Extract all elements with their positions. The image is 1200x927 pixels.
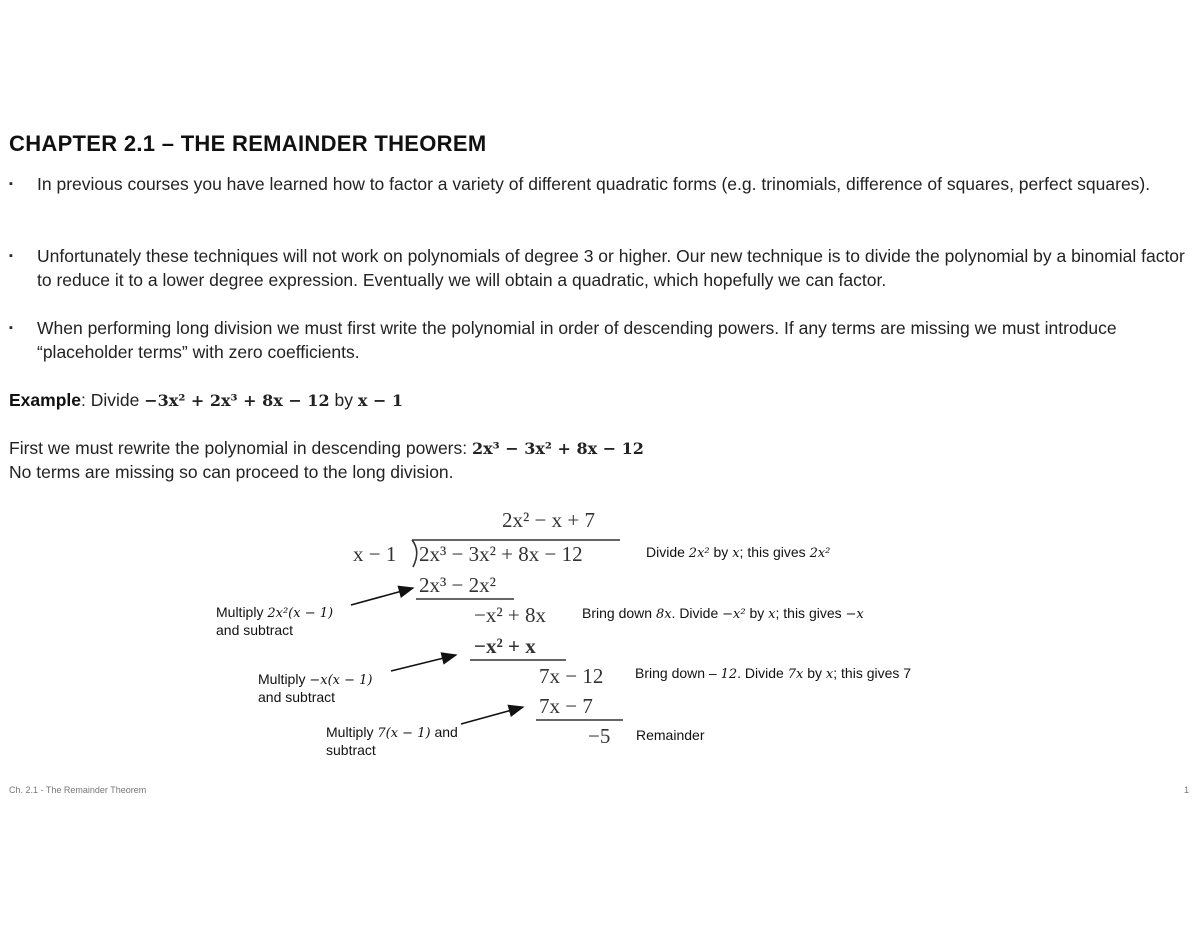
ld-quotient: 2x² − x + 7 [502,508,595,532]
bullet-marker: ▪ [9,322,13,334]
rewrite-text: First we must rewrite the polynomial in descending powers: [9,438,468,458]
arrow-icon [461,707,523,724]
rewrite-expression: 2x³ − 3x² + 8x − 12 [472,439,644,458]
ld-step-bring-down-1: −x² + 8x [474,603,546,627]
annotation-math: 8x [655,607,672,622]
example-divide-text: Divide [90,390,140,410]
annotation-text: . Divide [737,665,784,681]
annotation-math: −x(x − 1) [309,673,373,688]
ld-step-subtract-3: 7x − 7 [539,694,593,718]
annotation-text: ; this gives 7 [833,665,912,681]
bullet-text: In previous courses you have learned how to factor a variety of different quadratic forms (e.g. trinomials, difference of squares, perfect squares). [37,174,1151,194]
arrow-icon [351,588,413,605]
annotation-text: Multiply [216,604,264,620]
annotation-text: and [434,724,458,740]
annotation-math: 2x² [809,546,831,561]
annotation-text: and subtract [258,689,336,705]
annotation-text: Multiply [258,671,306,687]
annotation-text: by [749,605,765,621]
annotation-text: subtract [326,742,376,758]
bullet-marker: ▪ [9,178,13,190]
ld-dividend: 2x³ − 3x² + 8x − 12 [419,542,583,566]
footer-chapter: Ch. 2.1 - The Remainder Theorem [9,785,147,795]
bullet-marker: ▪ [9,250,13,262]
division-bracket [412,540,417,567]
annotation-text: Divide [646,544,685,560]
annotation-math: 2x² [688,546,710,561]
annotation-math: 2x²(x − 1) [267,606,334,621]
annotation-text: Bring down [582,605,653,621]
annotation-text: and subtract [216,622,294,638]
annotation-math: x [825,667,834,682]
annotation-text: by [807,665,823,681]
bullet-text: Unfortunately these techniques will not work on polynomials of degree 3 or higher. Our new technique is to divide the polynomial by a binomial factor to reduce it to a lower degree expression. Eventually we will obtain a quadratic, which hopefully we can factor. [37,246,1185,290]
annotation-remainder: Remainder [636,727,705,743]
annotation-multiply-3 [326,724,458,759]
annotation-math: 7x [787,667,804,682]
annotation-math: −x² [722,607,746,622]
page-title: CHAPTER 2.1 – THE REMAINDER THEOREM [9,131,487,156]
example-colon: : [80,390,86,410]
ld-step-subtract-2: −x² + x [474,634,536,658]
no-missing-text: No terms are missing so can proceed to the long division. [9,462,454,482]
ld-step-bring-down-2: 7x − 12 [539,664,604,688]
annotation-math: x [732,546,740,561]
annotation-bring-down-1 [582,605,864,623]
example-expression: −3x² + 2x³ + 8x − 12 [144,391,330,410]
annotation-multiply-1 [216,604,333,639]
ld-divisor: x − 1 [353,542,397,566]
example-divisor: x − 1 [357,391,404,410]
annotation-math: −x [845,607,864,622]
annotation-text: ; this gives [775,605,842,621]
ld-step-subtract-1: 2x³ − 2x² [419,573,496,597]
annotation-text: ; this gives [739,544,806,560]
example-by-text: by [334,390,353,410]
annotation-bring-down-2 [635,665,911,683]
annotation-math: 12 [720,667,738,682]
annotation-text: Multiply [326,724,374,740]
example-label: Example [9,390,81,410]
annotation-text: by [713,544,729,560]
bullet-text: When performing long division we must first write the polynomial in order of descending powers. If any terms are missing we must introduce “placeholder terms” with zero coefficients. [37,318,1117,362]
ld-remainder: −5 [588,724,611,748]
arrow-icon [391,655,456,671]
annotation-divide-1 [646,544,830,562]
annotation-math: 7(x − 1) [377,726,431,741]
annotation-text: . Divide [671,605,719,621]
annotation-multiply-2 [258,671,373,706]
annotation-math: x [768,607,776,622]
footer-page-number: 1 [1184,785,1190,795]
annotation-text: Bring down – [635,665,717,681]
